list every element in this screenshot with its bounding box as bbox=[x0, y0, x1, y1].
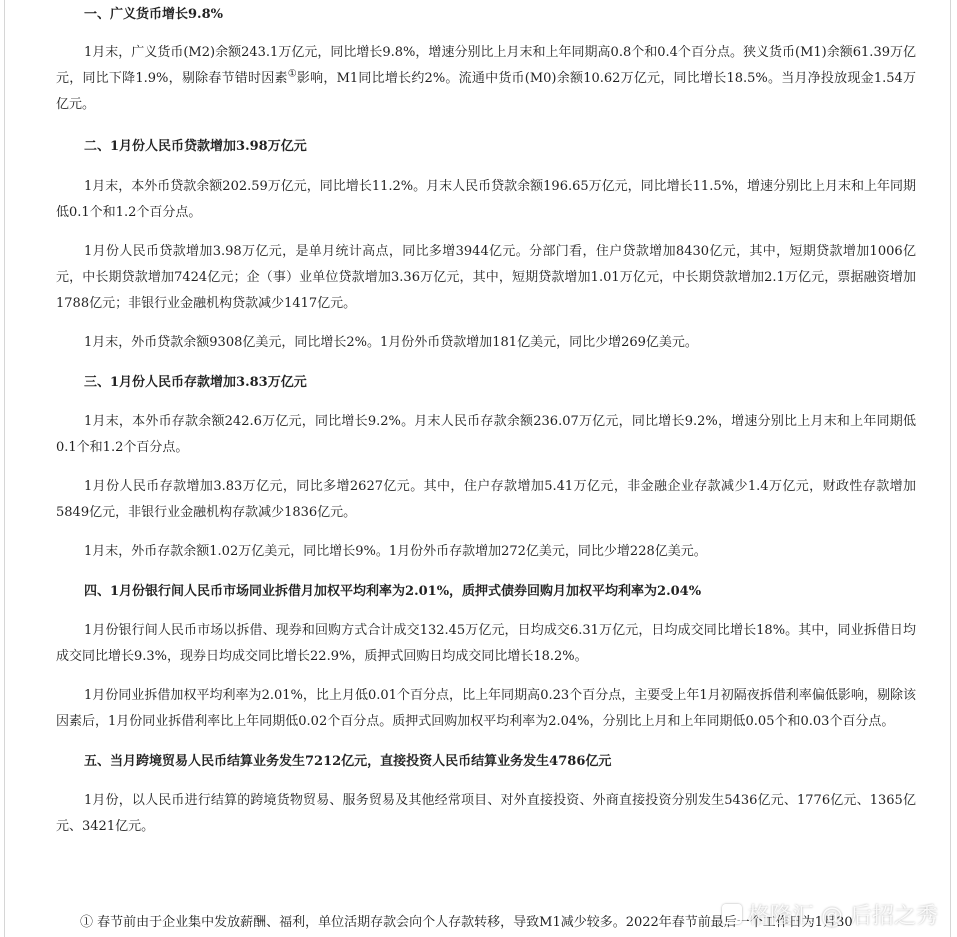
section-3-heading: 三、1月份人民币存款增加3.83万亿元 bbox=[84, 375, 307, 390]
section-2-paragraph-1: 1月末，本外币贷款余额202.59万亿元，同比增长11.2%。月末人民币贷款余额196.65万亿元，同比增长11.5%，增速分别比上月末和上年同期低0.1个和1.2个百分点。 bbox=[56, 179, 916, 220]
section-4-paragraph-2: 1月份同业拆借加权平均利率为2.01%，比上月低0.01个百分点，比上年同期高0.23个百分点，主要受上年1月初隔夜拆借利率偏低影响，剔除该因素后，1月份同业拆借利率比上年同期低0.02个百分点。质押式回购加权平均利率为2.04%，分别比上月和上年同期低0.05个和0.03个百分点。 bbox=[56, 688, 916, 729]
section-2-paragraph-2: 1月份人民币贷款增加3.98万亿元，是单月统计高点，同比多增3944亿元。分部门看，住户贷款增加8430亿元，其中，短期贷款增加1006亿元，中长期贷款增加7424亿元；企（事）业单位贷款增加3.36万亿元，其中，短期贷款增加1.01万亿元，中长期贷款增加2.1万亿元，票据融资增加1788亿元；非银行业金融机构贷款减少1417亿元。 bbox=[56, 244, 916, 311]
section-3-paragraph-3: 1月末，外币存款余额1.02万亿美元，同比增长9%。1月份外币存款增加272亿美元，同比少增228亿美元。 bbox=[84, 544, 707, 559]
section-1-paragraph-1-text-a: 1月末，广义货币(M2)余额243.1万亿元，同比增长9.8%，增速分别比上月末和上年同期高0.8个和0.4个百分点。狭义货币(M1)余额61.39万亿元，同比下降1.9%，剔除春节错时因素 bbox=[56, 45, 916, 86]
footnote-text: ① 春节前由于企业集中发放薪酬、福利，单位活期存款会向个人存款转移，导致M1减少较多。2022年春节前最后一个工作日为1月30 bbox=[80, 915, 853, 930]
section-3-paragraph-1: 1月末，本外币存款余额242.6万亿元，同比增长9.2%。月末人民币存款余额236.07万亿元，同比增长9.2%，增速分别比上月末和上年同期低0.1个和1.2个百分点。 bbox=[56, 414, 916, 455]
section-5-heading: 五、当月跨境贸易人民币结算业务发生7212亿元，直接投资人民币结算业务发生4786亿元 bbox=[84, 754, 612, 769]
section-5-paragraph-1: 1月份，以人民币进行结算的跨境货物贸易、服务贸易及其他经常项目、对外直接投资、外商直接投资分别发生5436亿元、1776亿元、1365亿元、3421亿元。 bbox=[56, 793, 916, 834]
watermark bbox=[722, 896, 938, 932]
section-2-paragraph-3: 1月末，外币贷款余额9308亿美元，同比增长2%。1月份外币贷款增加181亿美元，同比少增269亿美元。 bbox=[84, 335, 698, 350]
section-1-heading: 一、广义货币增长9.8% bbox=[84, 7, 223, 22]
section-1-paragraph-1-text-b: 影响，M1同比增长约2%。流通中货币(M0)余额10.62万亿元，同比增长18.5%。当月净投放现金1.54万亿元。 bbox=[56, 71, 916, 112]
section-3-paragraph-2: 1月份人民币存款增加3.83万亿元，同比多增2627亿元。其中，住户存款增加5.41万亿元，非金融企业存款减少1.4万亿元，财政性存款增加5849亿元，非银行业金融机构存款减少1836亿元。 bbox=[56, 479, 916, 520]
gelonghui-logo-icon bbox=[722, 904, 742, 924]
watermark-text: 格隆汇 @ 后招之秀 bbox=[748, 903, 938, 929]
section-1-paragraph-1 bbox=[56, 40, 916, 118]
section-4-heading: 四、1月份银行间人民币市场同业拆借月加权平均利率为2.01%，质押式债券回购月加权平均利率为2.04% bbox=[84, 584, 702, 599]
document-frame bbox=[4, 0, 951, 937]
footnote-marker[interactable]: ① bbox=[287, 68, 297, 80]
section-4-paragraph-1: 1月份银行间人民币市场以拆借、现券和回购方式合计成交132.45万亿元，日均成交6.31万亿元，日均成交同比增长18%。其中，同业拆借日均成交同比增长9.3%，现券日均成交同比增长22.9%，质押式回购日均成交同比增长18.2%。 bbox=[56, 623, 916, 664]
section-2-heading: 二、1月份人民币贷款增加3.98万亿元 bbox=[84, 139, 307, 154]
document-body bbox=[56, 0, 916, 840]
